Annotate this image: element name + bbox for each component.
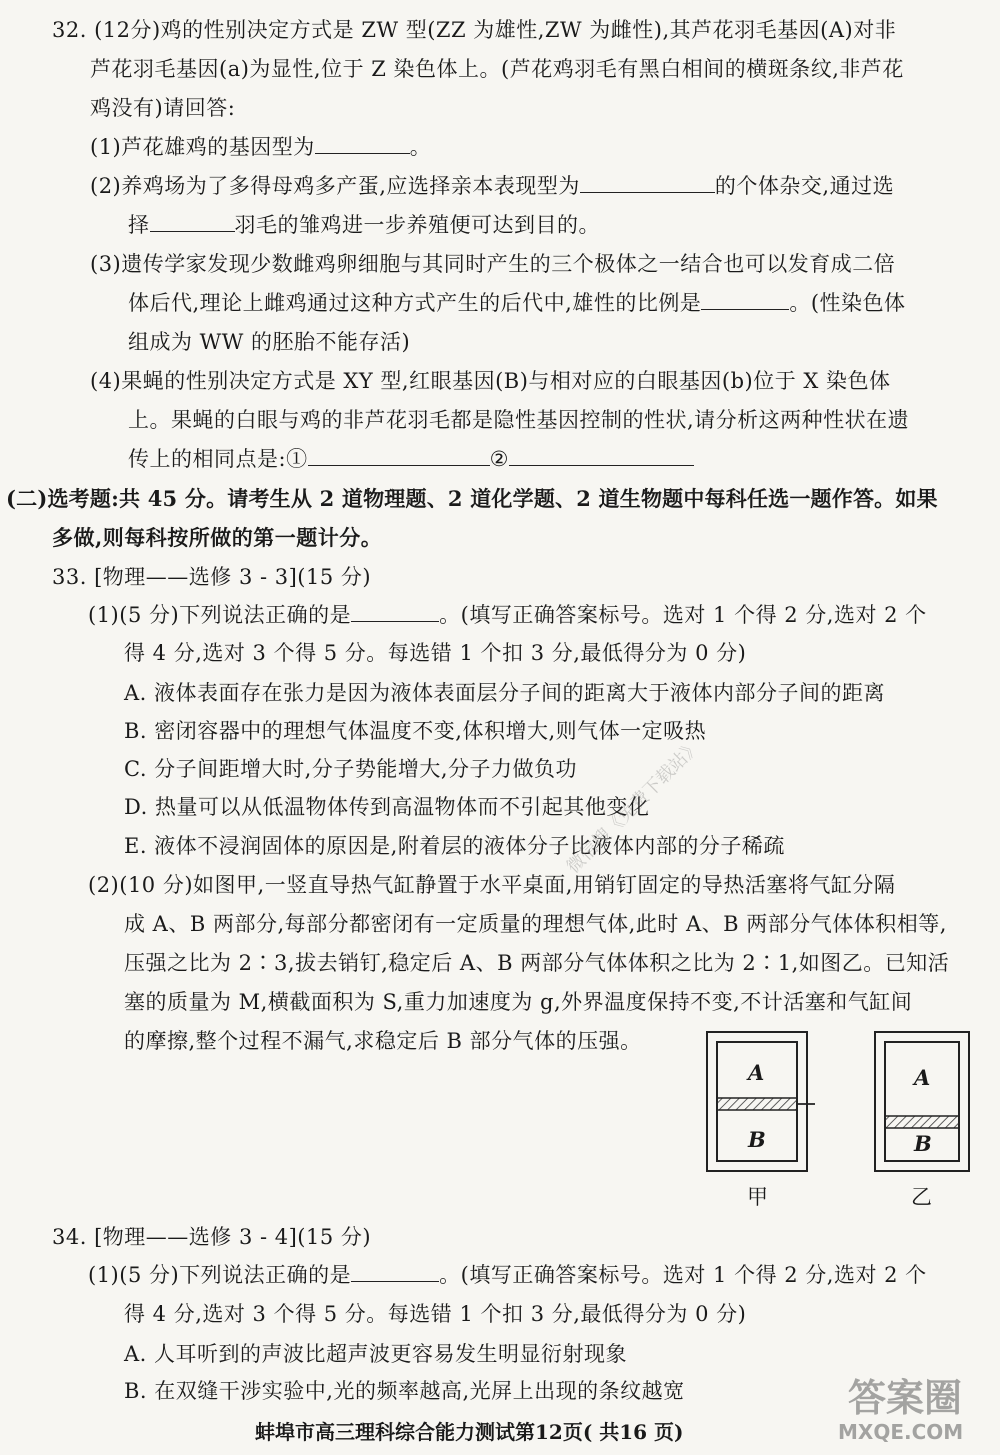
q34-title: 34. [物理——选修 3 - 4](15 分) xyxy=(52,1225,372,1249)
page-footer: 蚌埠市高三理科综合能力测试第12页( 共16 页) xyxy=(255,1420,684,1444)
q33-part-1-cont: 得 4 分,选对 3 个得 5 分。每选错 1 个扣 3 分,最低得分为 0 分) xyxy=(124,641,747,665)
q32-part-4-end xyxy=(128,444,694,474)
q33-part-1-text-b: 。(填写正确答案标号。选对 1 个得 2 分,选对 2 个 xyxy=(439,603,927,627)
q32-part-2-text-d: 羽毛的雏鸡进一步养殖便可达到目的。 xyxy=(234,213,600,237)
answer-blank xyxy=(351,601,439,622)
gas-b-label: B xyxy=(914,1131,932,1156)
q33-title: 33. [物理——选修 3 - 3](15 分) xyxy=(52,565,372,589)
q34-option-b: B. 在双缝干涉实验中,光的频率越高,光屏上出现的条纹越宽 xyxy=(124,1379,685,1403)
answer-blank xyxy=(351,1261,439,1282)
answer-blank xyxy=(315,133,410,154)
gas-a-label: A xyxy=(748,1060,765,1085)
q32-line-3: 鸡没有)请回答: xyxy=(90,96,236,120)
svg-text:MXQE.COM: MXQE.COM xyxy=(838,1420,964,1444)
section-2-heading-cont: 多做,则每科按所做的第一题计分。 xyxy=(52,525,383,550)
q32-part-3-cont xyxy=(128,288,906,318)
cylinder-figure-jia xyxy=(705,1030,830,1175)
q34-part-1 xyxy=(88,1260,927,1290)
q34-part-1-text-b: 。(填写正确答案标号。选对 1 个得 2 分,选对 2 个 xyxy=(439,1263,927,1287)
logo-icon xyxy=(818,1365,988,1445)
svg-text:答案圈: 答案圈 xyxy=(848,1376,963,1420)
watermark-text: 微信搜《免费下载站》 xyxy=(562,735,705,878)
cylinder-figure-yi xyxy=(873,1030,973,1175)
q33-option-e: E. 液体不浸润固体的原因是,附着层的液体分子比液体内部的分子稀疏 xyxy=(124,834,785,858)
q32-line-2: 芦花羽毛基因(a)为显性,位于 Z 染色体上。(芦花鸡羽毛有黑白相间的横斑条纹,非芦花 xyxy=(90,57,904,81)
q32-part-4-cont: 上。果蝇的白眼与鸡的非芦花羽毛都是隐性基因控制的性状,请分析这两种性状在遗 xyxy=(128,408,910,432)
cylinder-jia-drawing xyxy=(705,1030,830,1175)
q33-part-1-text: (1)(5 分)下列说法正确的是 xyxy=(88,603,352,627)
q32-part-3-text-c: 。(性染色体 xyxy=(789,291,906,315)
q33-part-2-line-4: 塞的质量为 M,横截面积为 S,重力加速度为 g,外界温度保持不变,不计活塞和气缸间 xyxy=(124,990,913,1014)
corner-logo xyxy=(818,1365,988,1449)
q33-option-c: C. 分子间距增大时,分子势能增大,分子力做负功 xyxy=(124,757,578,781)
q34-part-1-text: (1)(5 分)下列说法正确的是 xyxy=(88,1263,352,1287)
q33-part-2-line-5: 的摩擦,整个过程不漏气,求稳定后 B 部分气体的压强。 xyxy=(124,1029,642,1053)
answer-blank xyxy=(308,445,490,466)
q33-option-b: B. 密闭容器中的理想气体温度不变,体积增大,则气体一定吸热 xyxy=(124,719,707,743)
q32-part-1 xyxy=(90,132,431,162)
gas-a-label: A xyxy=(914,1065,931,1090)
q32-part-2-text-b: 的个体杂交,通过选 xyxy=(714,174,895,198)
q33-part-1 xyxy=(88,600,927,630)
q34-option-a: A. 人耳听到的声波比超声波更容易发生明显衍射现象 xyxy=(124,1342,628,1366)
q32-line-1: 32. (12分)鸡的性别决定方式是 ZW 型(ZZ 为雄性,ZW 为雌性),其芦花羽毛基因(A)对非 xyxy=(52,18,897,42)
q32-part-3-end: 组成为 WW 的胚胎不能存活) xyxy=(128,330,411,354)
q32-part-3: (3)遗传学家发现少数雌鸡卵细胞与其同时产生的三个极体之一结合也可以发育成二倍 xyxy=(90,252,896,276)
q33-part-2: (2)(10 分)如图甲,一竖直导热气缸静置于水平桌面,用销钉固定的导热活塞将气缸分隔 xyxy=(88,873,896,897)
figure-caption-yi: 乙 xyxy=(911,1185,932,1209)
q33-part-2-line-2: 成 A、B 两部分,每部分都密闭有一定质量的理想气体,此时 A、B 两部分气体体积相等, xyxy=(124,912,947,936)
q32-part-2 xyxy=(90,171,894,201)
section-2-heading: (二)选考题:共 45 分。请考生从 2 道物理题、2 道化学题、2 道生物题中每科任选一题作答。如果 xyxy=(6,486,938,511)
answer-blank xyxy=(701,289,789,310)
q32-part-4: (4)果蝇的性别决定方式是 XY 型,红眼基因(B)与相对应的白眼基因(b)位于 X 染色体 xyxy=(90,369,891,393)
q32-part-4-text-d: ② xyxy=(489,447,509,471)
q34-part-1-cont: 得 4 分,选对 3 个得 5 分。每选错 1 个扣 3 分,最低得分为 0 分) xyxy=(124,1302,747,1326)
q32-part-2-text: (2)养鸡场为了多得母鸡多产蛋,应选择亲本表现型为 xyxy=(90,174,580,198)
q33-part-2-line-3: 压强之比为 2∶3,拔去销钉,稳定后 A、B 两部分气体体积之比为 2∶1,如图乙。已知活 xyxy=(124,951,950,975)
gas-b-label: B xyxy=(748,1127,766,1152)
q32-part-3-text-b: 体后代,理论上雌鸡通过这种方式产生的后代中,雄性的比例是 xyxy=(128,291,702,315)
answer-blank xyxy=(580,172,715,193)
q33-option-a: A. 液体表面存在张力是因为液体表面层分子间的距离大于液体内部分子间的距离 xyxy=(124,681,886,705)
q32-part-1-end: 。 xyxy=(409,135,432,159)
q32-part-2-text-c: 择 xyxy=(128,213,150,237)
answer-blank xyxy=(150,211,235,232)
q32-part-4-text-c: 传上的相同点是:① xyxy=(128,447,308,471)
figure-caption-jia: 甲 xyxy=(747,1185,768,1209)
answer-blank xyxy=(509,445,694,466)
q32-part-2-cont xyxy=(128,210,600,240)
q32-part-1-text: (1)芦花雄鸡的基因型为 xyxy=(90,135,315,159)
q33-option-d: D. 热量可以从低温物体传到高温物体而不引起其他变化 xyxy=(124,795,650,819)
